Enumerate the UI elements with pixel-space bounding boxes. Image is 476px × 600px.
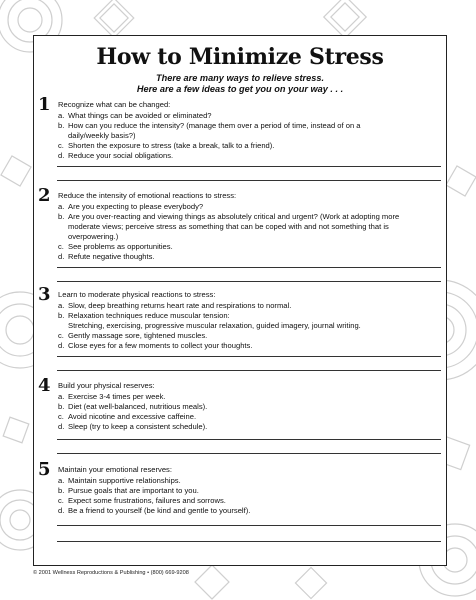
- item-letter: d.: [58, 506, 65, 515]
- item-letter: c.: [58, 141, 64, 150]
- item-letter: a.: [58, 111, 65, 120]
- item-letter: b.: [58, 212, 65, 221]
- list-item: [58, 111, 440, 121]
- item-letter: a.: [58, 301, 65, 310]
- item-text: Maintain supportive relationships.: [68, 476, 181, 485]
- list-item: [58, 242, 440, 252]
- item-letter: a.: [58, 202, 65, 211]
- item-letter: b.: [58, 402, 65, 411]
- writing-line[interactable]: [57, 439, 441, 440]
- section-number: 4: [38, 375, 51, 396]
- list-item: [58, 331, 440, 341]
- list-item: [58, 392, 440, 402]
- item-text: Be a friend to yourself (be kind and gentle to yourself).: [68, 506, 251, 515]
- list-item: [58, 496, 440, 506]
- item-letter: d.: [58, 422, 65, 431]
- item-text: Refute negative thoughts.: [68, 252, 155, 261]
- writing-line[interactable]: [57, 180, 441, 181]
- item-letter: c.: [58, 496, 64, 505]
- list-item: [58, 506, 440, 516]
- writing-line[interactable]: [57, 525, 441, 526]
- writing-line[interactable]: [57, 370, 441, 371]
- writing-line[interactable]: [57, 453, 441, 454]
- section-heading: Recognize what can be changed:: [58, 100, 171, 109]
- section-number: 2: [38, 185, 51, 206]
- writing-line[interactable]: [57, 166, 441, 167]
- item-letter: c.: [58, 242, 64, 251]
- section-heading: Build your physical reserves:: [58, 381, 155, 390]
- item-text: Expect some frustrations, failures and sorrows.: [68, 496, 226, 505]
- item-text: Avoid nicotine and excessive caffeine.: [68, 412, 197, 421]
- list-item: [58, 422, 440, 432]
- item-text-cont: Stretching, exercising, progressive muscular relaxation, guided imagery, journal writing.: [68, 321, 361, 330]
- item-letter: c.: [58, 331, 64, 340]
- item-letter: b.: [58, 486, 65, 495]
- list-item: [58, 212, 440, 242]
- item-text: Sleep (try to keep a consistent schedule).: [68, 422, 208, 431]
- section-number: 5: [38, 459, 51, 480]
- list-item: [58, 151, 440, 161]
- writing-line[interactable]: [57, 281, 441, 282]
- worksheet-page: [33, 35, 447, 566]
- list-item: [58, 141, 440, 151]
- item-letter: b.: [58, 121, 65, 130]
- item-text: Are you over-reacting and viewing things as absolutely critical and urgent? (Work at adopting more: [68, 212, 400, 221]
- list-item: [58, 476, 440, 486]
- list-item: [58, 311, 440, 331]
- item-text: Are you expecting to please everybody?: [68, 202, 204, 211]
- section-heading: Learn to moderate physical reactions to stress:: [58, 290, 216, 299]
- list-item: [58, 202, 440, 212]
- item-text: Relaxation techniques reduce muscular tension:: [68, 311, 230, 320]
- item-letter: c.: [58, 412, 64, 421]
- list-item: [58, 252, 440, 262]
- section-heading: Reduce the intensity of emotional reactions to stress:: [58, 191, 237, 200]
- item-text: Slow, deep breathing returns heart rate and respirations to normal.: [68, 301, 292, 310]
- item-text: How can you reduce the intensity? (manage them over a period of time, instead of on a: [68, 121, 361, 130]
- list-item: [58, 412, 440, 422]
- list-item: [58, 121, 440, 141]
- item-letter: b.: [58, 311, 65, 320]
- section-heading: Maintain your emotional reserves:: [58, 465, 172, 474]
- writing-line[interactable]: [57, 267, 441, 268]
- section-number: 1: [38, 94, 51, 115]
- item-text: Pursue goals that are important to you.: [68, 486, 199, 495]
- item-text-cont: daily/weekly basis?): [68, 131, 136, 140]
- item-text: What things can be avoided or eliminated?: [68, 111, 212, 120]
- item-text-cont: overpowering.): [68, 232, 119, 241]
- item-text: See problems as opportunities.: [68, 242, 173, 251]
- item-letter: a.: [58, 476, 65, 485]
- item-text: Reduce your social obligations.: [68, 151, 174, 160]
- item-text: Exercise 3-4 times per week.: [68, 392, 166, 401]
- item-text-cont: moderate views; perceive stress as something that can be coped with and not something that is: [68, 222, 389, 231]
- list-item: [58, 402, 440, 412]
- item-text: Gently massage sore, tightened muscles.: [68, 331, 208, 340]
- item-text: Close eyes for a few moments to collect your thoughts.: [68, 341, 253, 350]
- subtitle-line-2: Here are a few ideas to get you on your way . . .: [136, 84, 344, 94]
- copyright-footer: © 2001 Wellness Reproductions & Publishing • (800) 669-9208: [33, 570, 189, 576]
- item-letter: d.: [58, 252, 65, 261]
- item-letter: d.: [58, 341, 65, 350]
- subtitle-line-1: There are many ways to relieve stress.: [155, 73, 325, 83]
- list-item: [58, 301, 440, 311]
- writing-line[interactable]: [57, 356, 441, 357]
- item-text: Diet (eat well-balanced, nutritious meals).: [68, 402, 208, 411]
- section-number: 3: [38, 284, 51, 305]
- item-letter: d.: [58, 151, 65, 160]
- item-text: Shorten the exposure to stress (take a break, talk to a friend).: [68, 141, 275, 150]
- writing-line[interactable]: [57, 541, 441, 542]
- page-title: How to Minimize Stress: [96, 44, 384, 70]
- list-item: [58, 341, 440, 351]
- list-item: [58, 486, 440, 496]
- item-letter: a.: [58, 392, 65, 401]
